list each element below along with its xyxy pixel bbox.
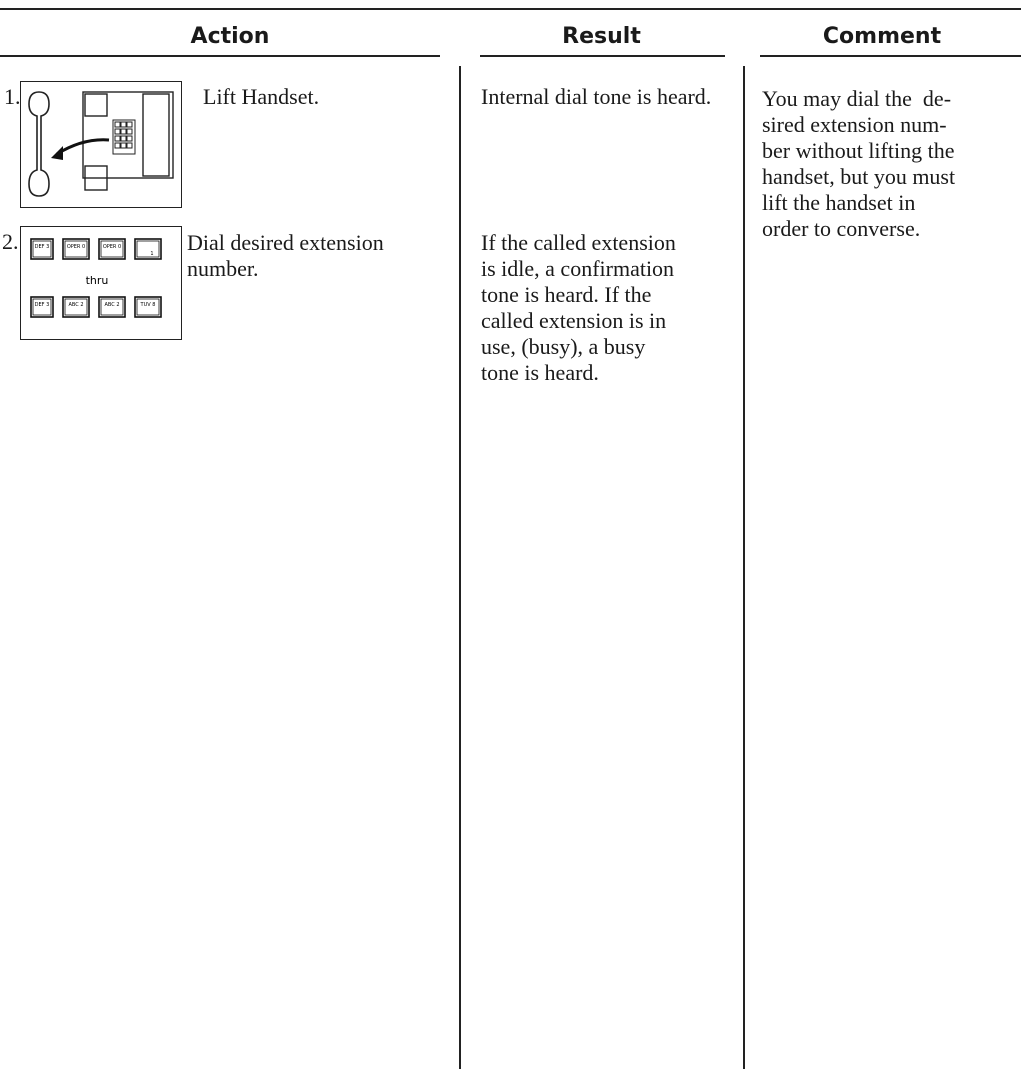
header-underline-comment [760,55,1021,57]
key-label: ABC 2 [68,302,84,308]
row2-result-line: If the called extension [481,230,676,255]
row1-comment-line: order to converse. [762,216,921,241]
header-underline-action [0,55,440,57]
row2-result-line: tone is heard. [481,360,599,385]
header-action: Action [190,24,270,49]
row2-result [481,230,741,386]
key-label: ABC 2 [104,302,120,308]
key-label: OPER 0 [102,244,122,250]
row1-comment-line: handset, but you must [762,164,956,189]
row2-result-line: called extension is in [481,308,667,333]
key-label: DEF 3 [34,244,50,250]
key-label: 1 [150,251,154,257]
dial-keys-icon [20,226,182,340]
row1-comment-line: lift the handset in [762,190,916,215]
row2-action-line: number. [187,256,259,281]
row2-action [187,230,457,282]
header-result: Result [562,24,641,49]
column-divider-2 [743,66,745,1069]
row1-action: Lift Handset. [203,84,320,109]
phone-handset-lift-icon [20,81,182,208]
top-rule [0,8,1021,10]
header-underline-result [480,55,725,57]
row1-comment-line: sired extension num- [762,112,947,137]
row2-result-line: is idle, a confirmation [481,256,675,281]
keys-connector: thru [85,274,109,287]
row1-comment-line: ber without lifting the [762,138,955,163]
row1-result: Internal dial tone is heard. [481,84,712,109]
step-number-2: 2. [2,229,19,254]
row1-comment-line: You may dial the de- [762,86,952,111]
row1-comment [762,86,1021,242]
key-label: DEF 3 [34,302,50,308]
column-divider-1 [459,66,461,1069]
step-number-1: 1. [4,84,21,109]
key-label: OPER 0 [66,244,86,250]
key-label: TUV 8 [140,302,156,308]
row2-result-line: use, (busy), a busy [481,334,646,359]
row2-action-line: Dial desired extension [187,230,384,255]
header-comment: Comment [822,24,942,49]
row2-result-line: tone is heard. If the [481,282,652,307]
